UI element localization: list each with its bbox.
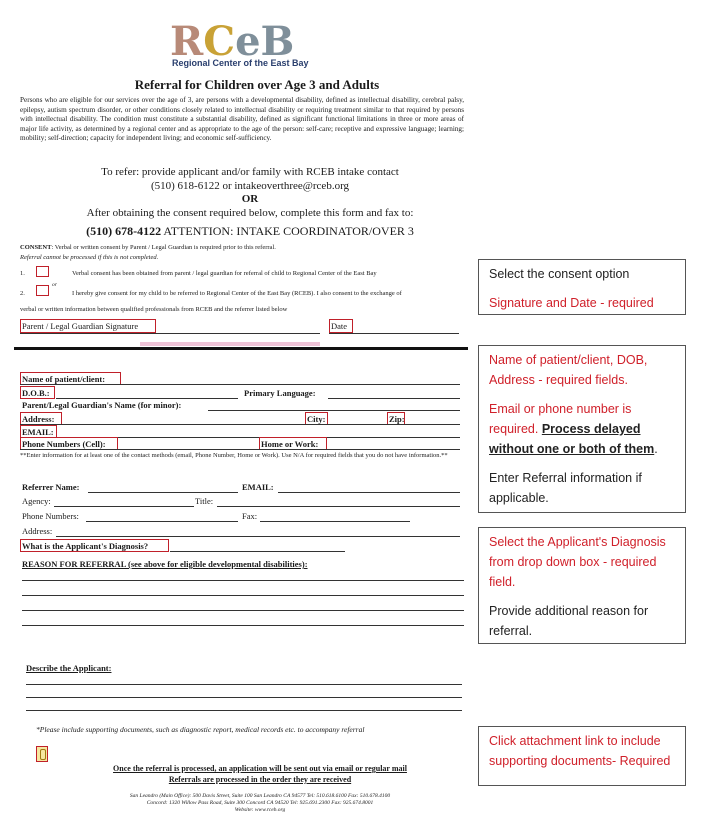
- footer-line-1: San Leandro (Main Office): 500 Davis Street, Suite 100 San Leandro CA 94577 Tel: 510.618.6100 Fax: 510.678.4100: [129, 793, 391, 799]
- logo-letter-b: B: [260, 18, 295, 65]
- patient-info-note: [478, 345, 686, 513]
- phone-note: **Enter information for at least one of the contact methods (email, Phone Number, Home or Work). Use N/A for required fields that you do not have information.**: [20, 452, 448, 459]
- paperclip-icon: [40, 749, 46, 760]
- referrer-address-line: [56, 536, 460, 537]
- guardian-signature-label: Parent / Legal Guardian Signature: [22, 321, 139, 331]
- fax-line: [40, 224, 460, 239]
- email-label: EMAIL:: [22, 427, 54, 437]
- logo-letter-c: C: [203, 18, 236, 65]
- title-line: [217, 506, 460, 507]
- referrer-address-label: Address:: [22, 526, 53, 536]
- page-title: Referral for Children over Age 3 and Adults: [134, 77, 380, 92]
- consent-option-2-checkbox[interactable]: [36, 285, 49, 296]
- referrer-name-line: [88, 492, 238, 493]
- reason-line-1[interactable]: [22, 580, 464, 581]
- refer-or: OR: [241, 193, 259, 205]
- address-label: Address:: [22, 414, 55, 424]
- agency-label: Agency:: [22, 496, 51, 506]
- patient-note-required: Email or phone number is required.: [489, 402, 632, 436]
- consent-option-2-continued: verbal or written information between qualified professionals from RCEB and the referrer listed below: [20, 306, 288, 313]
- logo-letter-r: R: [170, 18, 204, 65]
- consent-label: CONSENT: [20, 244, 52, 251]
- diagnosis-note: [478, 527, 686, 644]
- reason-line-2[interactable]: [22, 595, 464, 596]
- reason-label: REASON FOR REFERRAL (see above for eligible developmental disabilities):: [22, 559, 308, 569]
- home-work-label: Home or Work:: [261, 439, 319, 449]
- patient-note-line-3: Enter Referral information if applicable.: [489, 471, 642, 505]
- attachment-link[interactable]: [36, 746, 48, 762]
- consent-note-line-1: Select the consent option: [489, 267, 630, 281]
- describe-line-2[interactable]: [26, 697, 462, 698]
- guardian-name-line: [208, 410, 460, 411]
- fax-label: Fax:: [242, 511, 258, 521]
- consent-warning: Referral cannot be processed if this is not completed.: [20, 254, 159, 261]
- phone-cell-label: Phone Numbers (Cell):: [22, 439, 106, 449]
- diagnosis-line: [170, 551, 345, 552]
- diagnosis-label: What is the Applicant's Diagnosis?: [22, 541, 149, 551]
- patient-note-delay: Process delayed without one or both of them: [489, 422, 655, 456]
- consent-option-2-text: I hereby give consent for my child to be referred to Regional Center of the East Bay (RCEB). I also consent to the exchange of: [72, 290, 402, 297]
- agency-line: [54, 506, 194, 507]
- consent-heading-text: : Verbal or written consent by Parent / Legal Guardian is required prior to this referral.: [51, 244, 276, 251]
- consent-option-1-text: Verbal consent has been obtained from parent / legal guardian for referral of child to Regional Center of the East Bay: [72, 270, 377, 277]
- processed-line-2: Referrals are processed in the order they are received: [168, 775, 352, 784]
- signature-line: [20, 333, 320, 334]
- section-divider: [14, 347, 468, 350]
- dob-line: [56, 398, 238, 399]
- phone-line: [20, 449, 460, 450]
- reason-line-3[interactable]: [22, 610, 464, 611]
- patient-name-label: Name of patient/client:: [22, 374, 106, 384]
- logo-letter-e: e: [235, 18, 261, 65]
- consent-note: [478, 259, 686, 315]
- patient-note-line-2: [489, 399, 675, 459]
- primary-language-line: [328, 398, 460, 399]
- guardian-name-label: Parent/Legal Guardian's Name (for minor):: [22, 400, 182, 410]
- attachment-note-line-1: Click attachment link to include supporting documents- Required: [489, 734, 671, 768]
- primary-language-label: Primary Language:: [244, 388, 316, 398]
- address-line: [20, 424, 460, 425]
- patient-note-line-1: Name of patient/client, DOB, Address - required fields.: [489, 353, 648, 387]
- patient-note-period: .: [654, 442, 658, 456]
- processed-line-1: Once the referral is processed, an application will be sent out via email or regular mail: [113, 764, 407, 773]
- fax-line-field: [260, 521, 410, 522]
- consent-or: or: [52, 282, 57, 288]
- diagnosis-note-line-1: Select the Applicant's Diagnosis from drop down box - required field.: [489, 535, 666, 589]
- consent-option-1-number: 1.: [20, 270, 25, 277]
- attachment-note: [478, 726, 686, 786]
- consent-option-1-checkbox[interactable]: [36, 266, 49, 277]
- dob-label: D.O.B.:: [22, 388, 50, 398]
- supporting-docs-note: *Please include supporting documents, such as diagnostic report, medical records etc. to accompany referral: [36, 725, 365, 734]
- describe-label: Describe the Applicant:: [26, 663, 112, 673]
- describe-line-1[interactable]: [26, 684, 462, 685]
- reason-line-4[interactable]: [22, 625, 464, 626]
- phone-numbers-label: Phone Numbers:: [22, 511, 79, 521]
- diagnosis-note-line-2: Provide additional reason for referral.: [489, 604, 649, 638]
- fax-number: (510) 678-4122: [86, 224, 162, 238]
- date-line: [329, 333, 459, 334]
- title-label: Title:: [195, 496, 214, 506]
- fax-attention: ATTENTION: INTAKE COORDINATOR/OVER 3: [161, 224, 414, 238]
- referrer-email-line: [278, 492, 460, 493]
- consent-note-line-2: Signature and Date - required: [489, 296, 654, 310]
- consent-option-2-number: 2.: [20, 290, 25, 297]
- refer-line-1: To refer: provide applicant and/or family with RCEB intake contact: [101, 166, 399, 178]
- footer-line-2: Concord: 1320 Willow Pass Road, Suite 300 Concord CA 94520 Tel: 925.691.2300 Fax: 925.674.8001: [146, 800, 374, 806]
- consent-heading: [20, 244, 276, 251]
- intro-paragraph: Persons who are eligible for our services over the age of 3, are persons with a developmental disability, defined as intellectual disability, cerebral palsy, epilepsy, autism spectrum disorder, or other conditions closely related to intellectual disability or requiring treatment similar to that required by persons with intellectual disability. The condition must constitute a substantial disability, defined as significant functional limitations in three or more areas of major life activity, as determined by a regional center and as appropriate to the age of the person: self-care; receptive and expressive language; learning; mobility; self-direction; capacity for independent living; and economic self-sufficiency.: [20, 96, 464, 143]
- city-label: City:: [307, 414, 326, 424]
- referrer-email-label: EMAIL:: [242, 482, 274, 492]
- logo-subtitle: Regional Center of the East Bay: [172, 58, 309, 68]
- phone-numbers-line: [86, 521, 238, 522]
- footer-line-3: Website: www.rceb.org: [234, 807, 286, 813]
- refer-line-3: After obtaining the consent required below, complete this form and fax to:: [86, 207, 414, 219]
- date-label: Date: [331, 321, 348, 331]
- patient-name-line: [20, 384, 460, 385]
- describe-line-3[interactable]: [26, 710, 462, 711]
- scan-artifact: [140, 342, 320, 346]
- refer-line-2: (510) 618-6122 or intakeoverthree@rceb.org: [150, 180, 350, 192]
- referrer-name-label: Referrer Name:: [22, 482, 80, 492]
- zip-label: Zip:: [389, 414, 405, 424]
